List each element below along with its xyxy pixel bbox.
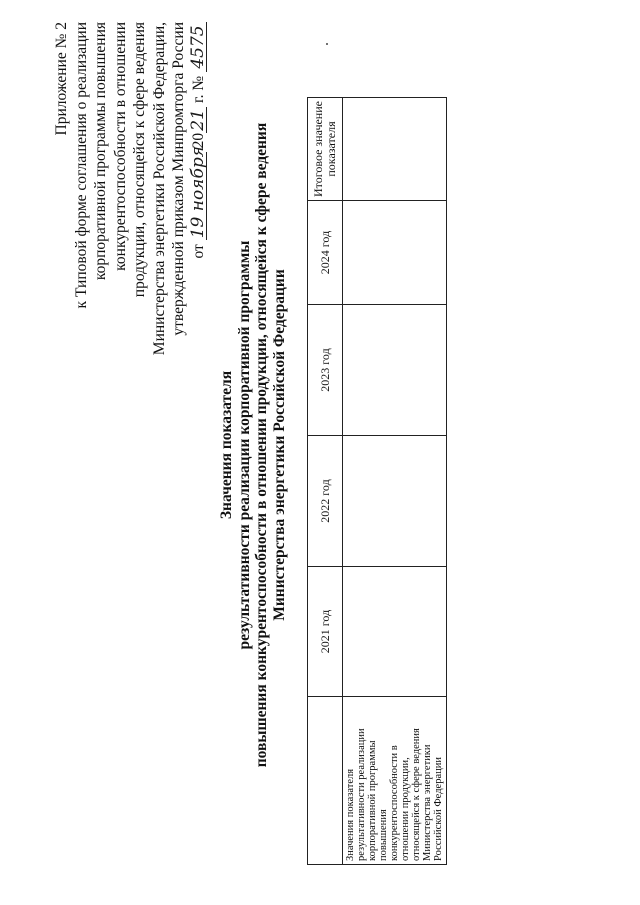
appendix-line: Министерства энергетики Российской Федерации, [150, 22, 168, 356]
heading-line: повышения конкурентоспособности в отношении продукции, относящейся к сфере ведения [253, 122, 270, 768]
handwritten-date: 19 ноября [187, 146, 208, 239]
appendix-line: конкурентоспособности в отношении [111, 22, 129, 271]
indicator-table [307, 97, 447, 865]
year-suffix: г. № [189, 75, 207, 104]
indicator-table-wrapper [307, 97, 447, 865]
column-header-2021: 2021 год [308, 567, 343, 697]
document-heading [218, 45, 288, 845]
column-header-label [308, 697, 343, 865]
appendix-line: корпоративной программы повышения [92, 22, 109, 281]
scan-speck [326, 43, 328, 45]
table-header-row [308, 98, 343, 865]
appendix-line: утвержденной приказом Минпромторга России [170, 22, 187, 336]
heading-line: Министерства энергетики Российской Федерации [270, 269, 288, 621]
cell-2024 [343, 201, 447, 305]
column-header-2024: 2024 год [308, 201, 343, 305]
appendix-title: Приложение № 2 [53, 22, 70, 136]
column-header-total: Итоговое значение показателя [308, 98, 343, 201]
date-prefix: от [189, 244, 207, 259]
year-prefix: 20 [189, 132, 207, 149]
appendix-date-line [189, 22, 209, 362]
heading-line: Значения показателя [218, 370, 235, 520]
appendix-note [52, 22, 208, 362]
handwritten-order-number: 4575 [190, 22, 207, 72]
cell-2021 [343, 567, 447, 697]
appendix-line: продукции, относящейся к сфере ведения [131, 22, 148, 298]
cell-2022 [343, 436, 447, 567]
column-header-2022: 2022 год [308, 436, 343, 567]
handwritten-year: 21 [190, 107, 207, 133]
row-label: Значения показателя результативности реализации корпоративной программы повышения конкурентоспособности в отношении продукции, относящейся к сфере ведения Министерства энергетики Российской Федерации [343, 697, 447, 865]
column-header-2023: 2023 год [308, 305, 343, 436]
cell-total [343, 98, 447, 201]
heading-line: результативности реализации корпоративной программы [235, 240, 253, 650]
table-row [343, 98, 447, 865]
appendix-line: к Типовой форме соглашения о реализации [72, 22, 90, 309]
cell-2023 [343, 305, 447, 436]
